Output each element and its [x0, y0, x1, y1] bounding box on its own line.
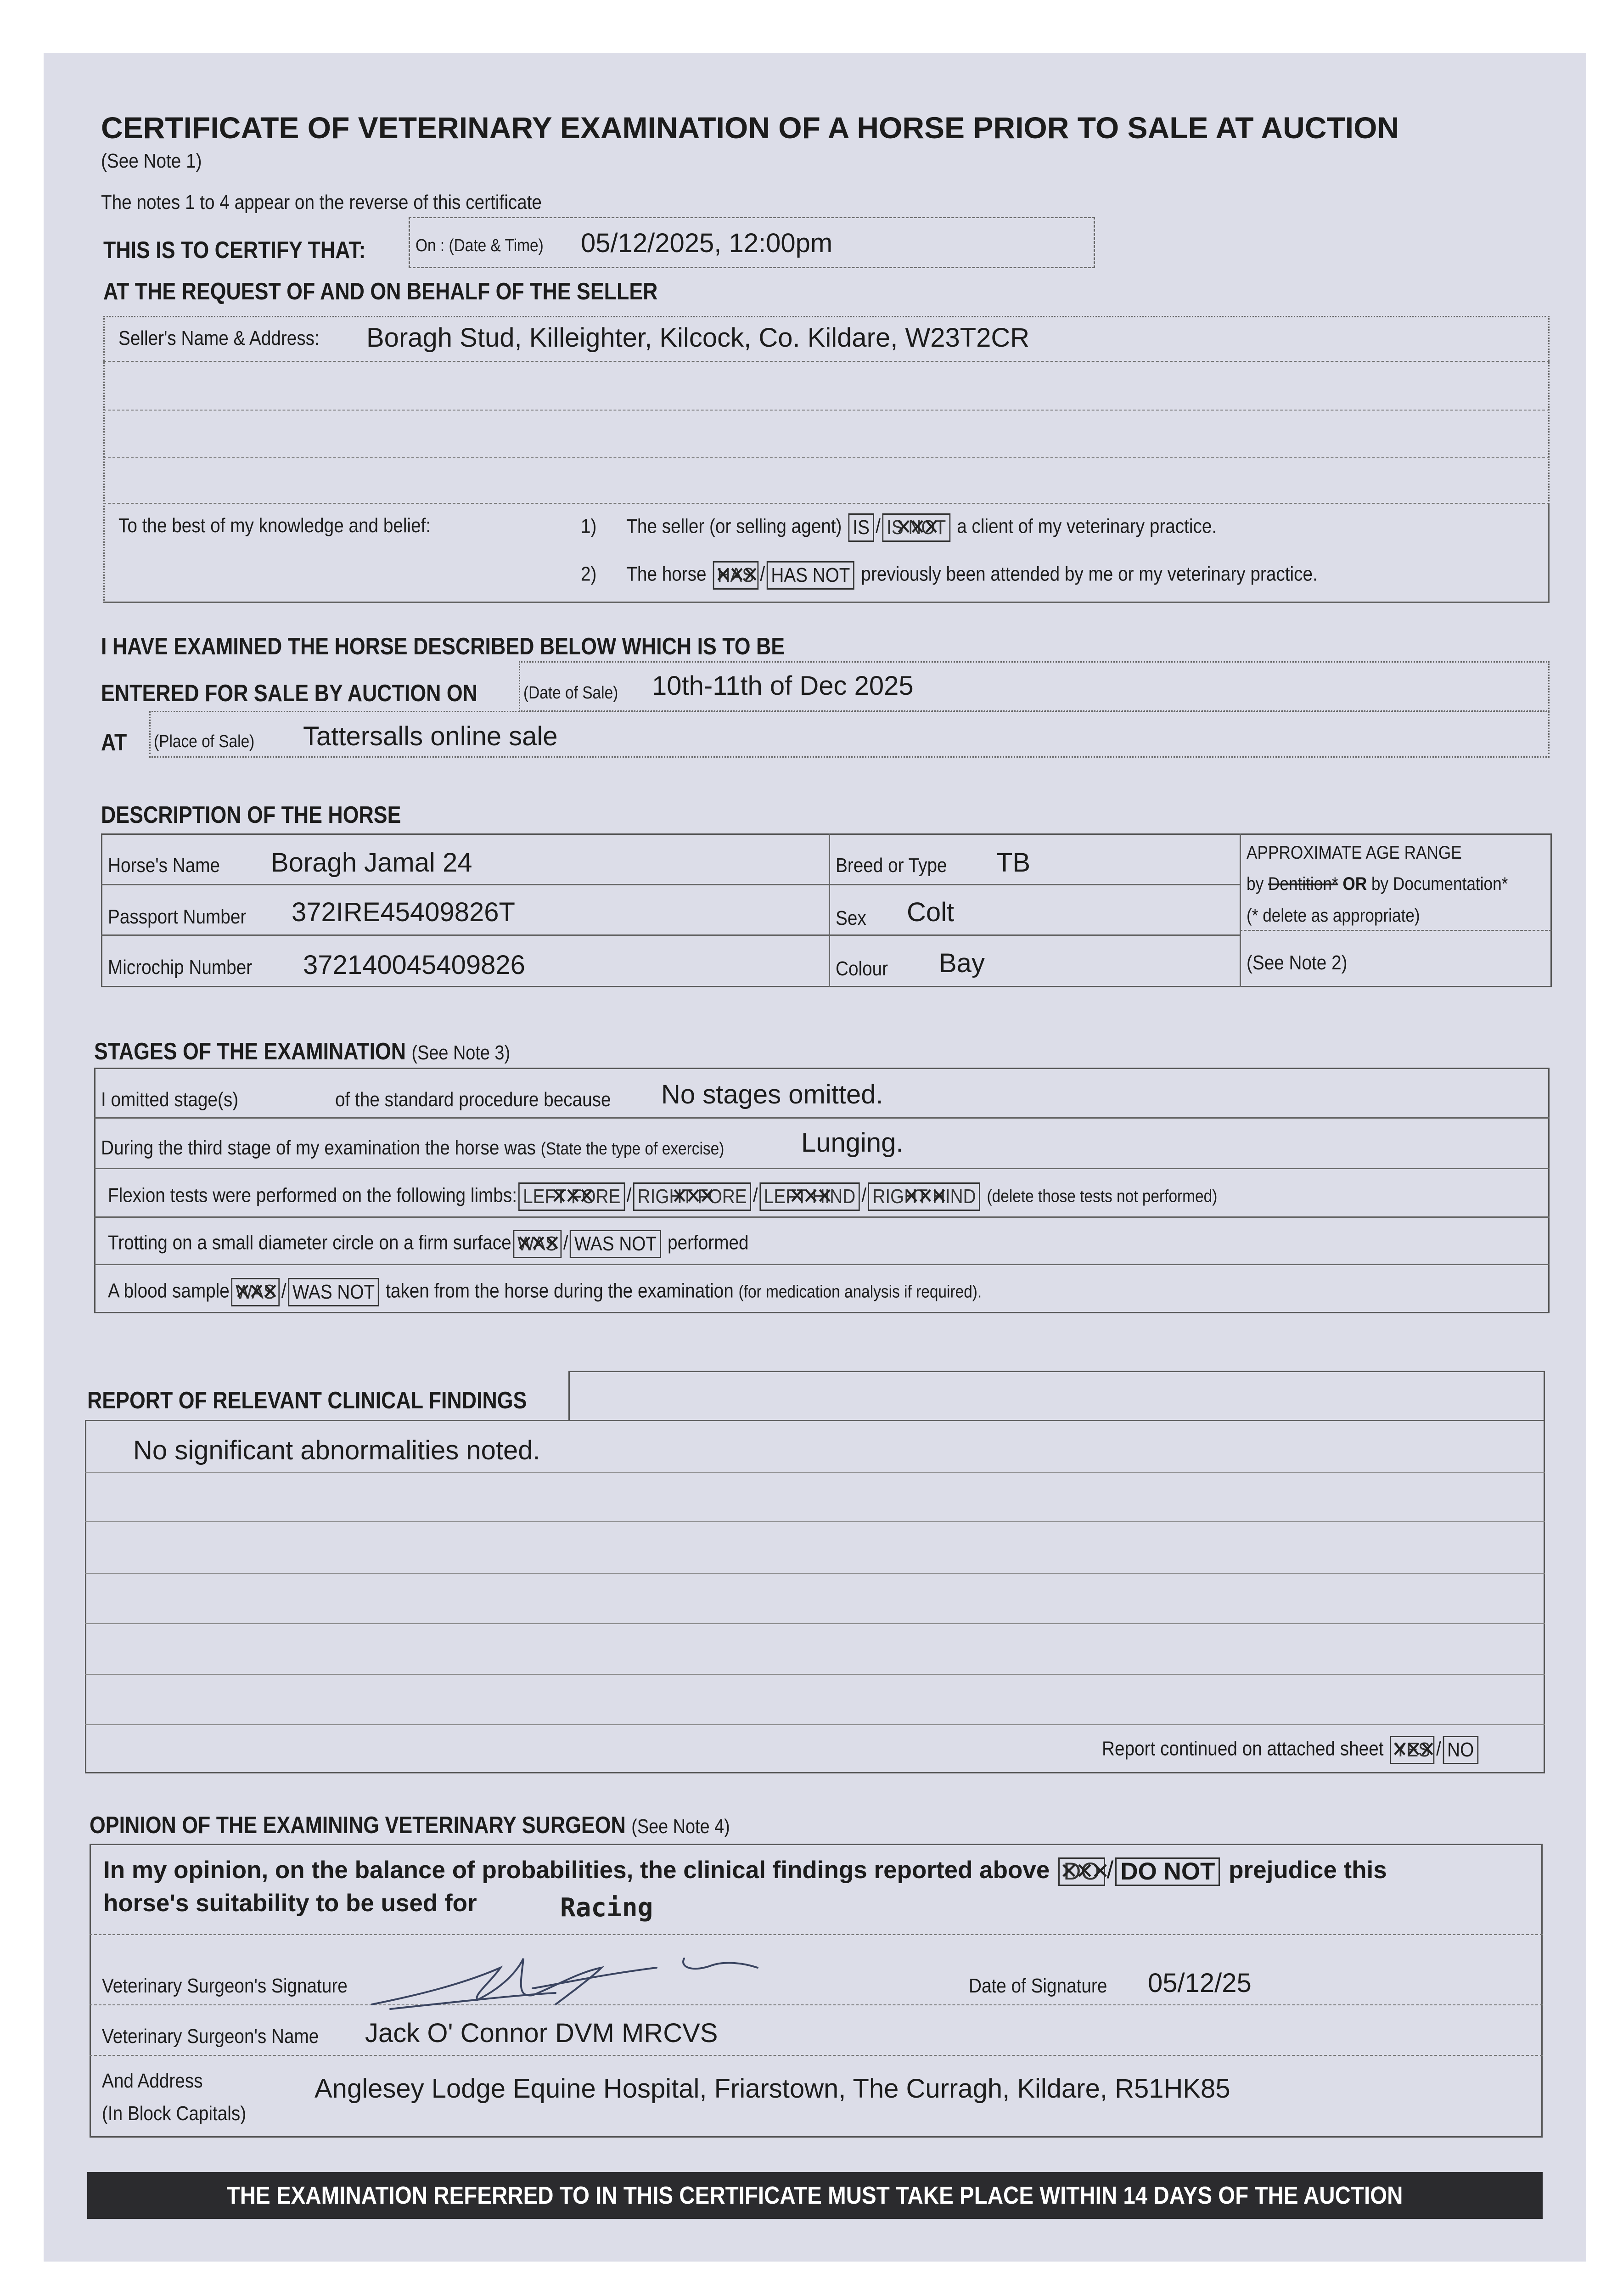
knowledge-item1 — [581, 513, 1217, 542]
blood-was-deleted[interactable]: WAS ✕✕✕ — [231, 1278, 280, 1306]
item1-is-option[interactable]: IS — [848, 513, 874, 542]
place-of-sale-value: Tattersalls online sale — [303, 721, 558, 751]
third-stage-text: During the third stage of my examination the horse was — [101, 1137, 536, 1159]
report-continued — [1102, 1736, 1480, 1764]
omitted-mid: of the standard procedure because — [335, 1088, 611, 1111]
vet-name-value: Jack O' Connor DVM MRCVS — [365, 2018, 718, 2048]
item2-has-option-deleted[interactable]: HAS ✕✕✕ — [713, 561, 758, 590]
blood-post: taken from the horse during the examination — [386, 1279, 734, 1302]
item1-is-not-option-deleted[interactable]: IS NOT ✕✕✕ — [882, 513, 950, 542]
certify-on-value: 05/12/2025, 12:00pm — [581, 228, 833, 258]
report-heading: REPORT OF RELEVANT CLINICAL FINDINGS — [87, 1387, 527, 1414]
see-note-1: (See Note 1) — [101, 150, 202, 172]
blood-small: (for medication analysis if required). — [738, 1282, 982, 1302]
item2-sep: / — [760, 563, 765, 585]
item2-post: previously been attended by me or my veterinary practice. — [861, 563, 1318, 585]
continued-label: Report continued on attached sheet — [1102, 1737, 1384, 1760]
report-findings-box — [85, 1420, 1545, 1773]
item2-has-not-option[interactable]: HAS NOT — [767, 561, 854, 590]
opinion-do-deleted[interactable]: DO ✕✕✕ — [1058, 1857, 1105, 1886]
sex-label: Sex — [836, 907, 866, 929]
knowledge-item2 — [581, 561, 1318, 590]
at-label: AT — [101, 729, 127, 756]
age-method — [1247, 874, 1508, 895]
opinion-line-1 — [103, 1856, 1387, 1886]
item1-post: a client of my veterinary practice. — [957, 515, 1217, 538]
opinion-line-2: horse's suitability to be used for — [103, 1890, 477, 1917]
place-of-sale-label: (Place of Sale) — [154, 732, 255, 751]
third-stage-small: (State the type of exercise) — [540, 1139, 724, 1159]
seller-label: Seller's Name & Address: — [118, 327, 320, 349]
signature-date-value: 05/12/25 — [1148, 1968, 1252, 1998]
age-heading: APPROXIMATE AGE RANGE — [1247, 843, 1462, 863]
blood-was-not-option[interactable]: WAS NOT — [288, 1278, 379, 1306]
omitted-value: No stages omitted. — [661, 1080, 883, 1109]
stages-heading — [94, 1038, 510, 1065]
notes-reverse-text: The notes 1 to 4 appear on the reverse of this certificate — [101, 191, 542, 214]
continued-sep: / — [1436, 1737, 1441, 1760]
age-see-note: (See Note 2) — [1247, 951, 1348, 974]
horse-name-label: Horse's Name — [108, 854, 220, 877]
blood-sep: / — [281, 1279, 286, 1302]
third-stage-value: Lunging. — [801, 1128, 904, 1158]
request-heading: AT THE REQUEST OF AND ON BEHALF OF THE SELLER — [103, 278, 658, 305]
examined-heading: I HAVE EXAMINED THE HORSE DESCRIBED BELOW WHICH IS TO BE — [101, 633, 785, 660]
trot-row — [108, 1230, 749, 1258]
footer-text: THE EXAMINATION REFERRED TO IN THIS CERTIFICATE MUST TAKE PLACE WITHIN 14 DAYS OF THE AUCTION — [227, 2182, 1403, 2209]
trot-was-deleted[interactable]: WAS ✕✕✕ — [513, 1230, 562, 1258]
entered-label: ENTERED FOR SALE BY AUCTION ON — [101, 680, 477, 707]
colour-value: Bay — [939, 948, 985, 978]
trot-label: Trotting on a small diameter circle on a firm surface — [108, 1231, 511, 1254]
item2-num: 2) — [581, 563, 597, 585]
breed-label: Breed or Type — [836, 854, 947, 877]
item1-pre: The seller (or selling agent) — [626, 515, 842, 538]
age-by: by — [1247, 874, 1264, 894]
opinion-heading-note: (See Note 4) — [631, 1815, 730, 1838]
blood-pre: A blood sample — [108, 1279, 230, 1302]
flexion-sep-3: / — [861, 1184, 867, 1207]
opinion-sep: / — [1106, 1857, 1114, 1884]
footer-banner — [87, 2172, 1543, 2219]
horse-name-value: Boragh Jamal 24 — [271, 848, 472, 878]
blood-row — [108, 1278, 982, 1306]
third-stage-label — [101, 1137, 724, 1159]
stages-heading-note: (See Note 3) — [411, 1041, 511, 1064]
trot-was-not-option[interactable]: WAS NOT — [570, 1230, 661, 1258]
age-or: OR — [1342, 874, 1367, 894]
opinion-heading-text: OPINION OF THE EXAMINING VETERINARY SURGEON — [90, 1812, 626, 1839]
vet-signature — [363, 1940, 813, 2014]
age-documentation[interactable]: by Documentation* — [1371, 874, 1508, 894]
continued-yes-deleted[interactable]: YES ✕✕✕ — [1390, 1736, 1435, 1764]
breed-value: TB — [996, 848, 1031, 878]
flexion-left-fore-deleted[interactable]: LEFT FORE ✕✕✕ — [518, 1182, 625, 1211]
signature-date-label: Date of Signature — [969, 1975, 1107, 1997]
passport-value: 372IRE45409826T — [292, 897, 515, 927]
vet-address-value: Anglesey Lodge Equine Hospital, Friarstown, The Curragh, Kildare, R51HK85 — [314, 2074, 1230, 2104]
vet-name-label: Veterinary Surgeon's Name — [102, 2025, 319, 2048]
flexion-label: Flexion tests were performed on the following limbs: — [108, 1184, 517, 1207]
report-box — [568, 1371, 1545, 1421]
opinion-use-value: Racing — [560, 1893, 653, 1923]
certificate-title: CERTIFICATE OF VETERINARY EXAMINATION OF A HORSE PRIOR TO SALE AT AUCTION — [101, 111, 1399, 145]
flexion-row — [108, 1182, 1217, 1211]
colour-label: Colour — [836, 957, 888, 980]
report-findings-value: No significant abnormalities noted. — [133, 1435, 540, 1465]
stages-heading-text: STAGES OF THE EXAMINATION — [94, 1038, 406, 1065]
flexion-right-fore-deleted[interactable]: RIGHT FORE ✕✕✕ — [633, 1182, 751, 1211]
omitted-label: I omitted stage(s) — [101, 1088, 239, 1111]
item2-pre: The horse — [626, 563, 707, 585]
item1-sep: / — [876, 515, 881, 538]
opinion-line1-post: prejudice this — [1229, 1857, 1387, 1884]
knowledge-label: To the best of my knowledge and belief: — [118, 514, 431, 537]
trot-sep: / — [563, 1231, 568, 1254]
description-heading: DESCRIPTION OF THE HORSE — [101, 802, 401, 828]
address-label-2: (In Block Capitals) — [102, 2102, 247, 2125]
flexion-right-hind-deleted[interactable]: RIGHT HIND ✕✕✕ — [868, 1182, 981, 1211]
flexion-sep-1: / — [626, 1184, 632, 1207]
trot-post: performed — [668, 1231, 749, 1254]
continued-no-option[interactable]: NO — [1443, 1736, 1478, 1764]
sex-value: Colt — [907, 897, 955, 927]
seller-box — [103, 316, 1550, 603]
microchip-value: 372140045409826 — [303, 950, 525, 980]
opinion-line1-pre: In my opinion, on the balance of probabilities, the clinical findings reported above — [103, 1857, 1050, 1884]
date-of-sale-value: 10th-11th of Dec 2025 — [652, 671, 914, 701]
passport-label: Passport Number — [108, 906, 247, 928]
certify-on-label: On : (Date & Time) — [416, 236, 544, 255]
flexion-left-hind-deleted[interactable]: LEFT HIND ✕✕✕ — [759, 1182, 860, 1211]
address-label: And Address — [102, 2070, 203, 2092]
seller-value: Boragh Stud, Killeighter, Kilcock, Co. Kildare, W23T2CR — [366, 323, 1030, 353]
age-delete-note: (* delete as appropriate) — [1247, 906, 1420, 926]
flexion-note: (delete those tests not performed) — [987, 1187, 1218, 1206]
microchip-label: Microchip Number — [108, 956, 253, 979]
item1-num: 1) — [581, 515, 597, 538]
age-dentition-deleted[interactable]: Dentition* — [1268, 874, 1338, 894]
flexion-sep-2: / — [753, 1184, 758, 1207]
signature-label: Veterinary Surgeon's Signature — [102, 1975, 348, 1997]
certify-label: THIS IS TO CERTIFY THAT: — [103, 237, 366, 264]
opinion-do-not-option[interactable]: DO NOT — [1115, 1857, 1220, 1886]
date-of-sale-label: (Date of Sale) — [523, 683, 618, 703]
opinion-heading — [90, 1812, 730, 1839]
